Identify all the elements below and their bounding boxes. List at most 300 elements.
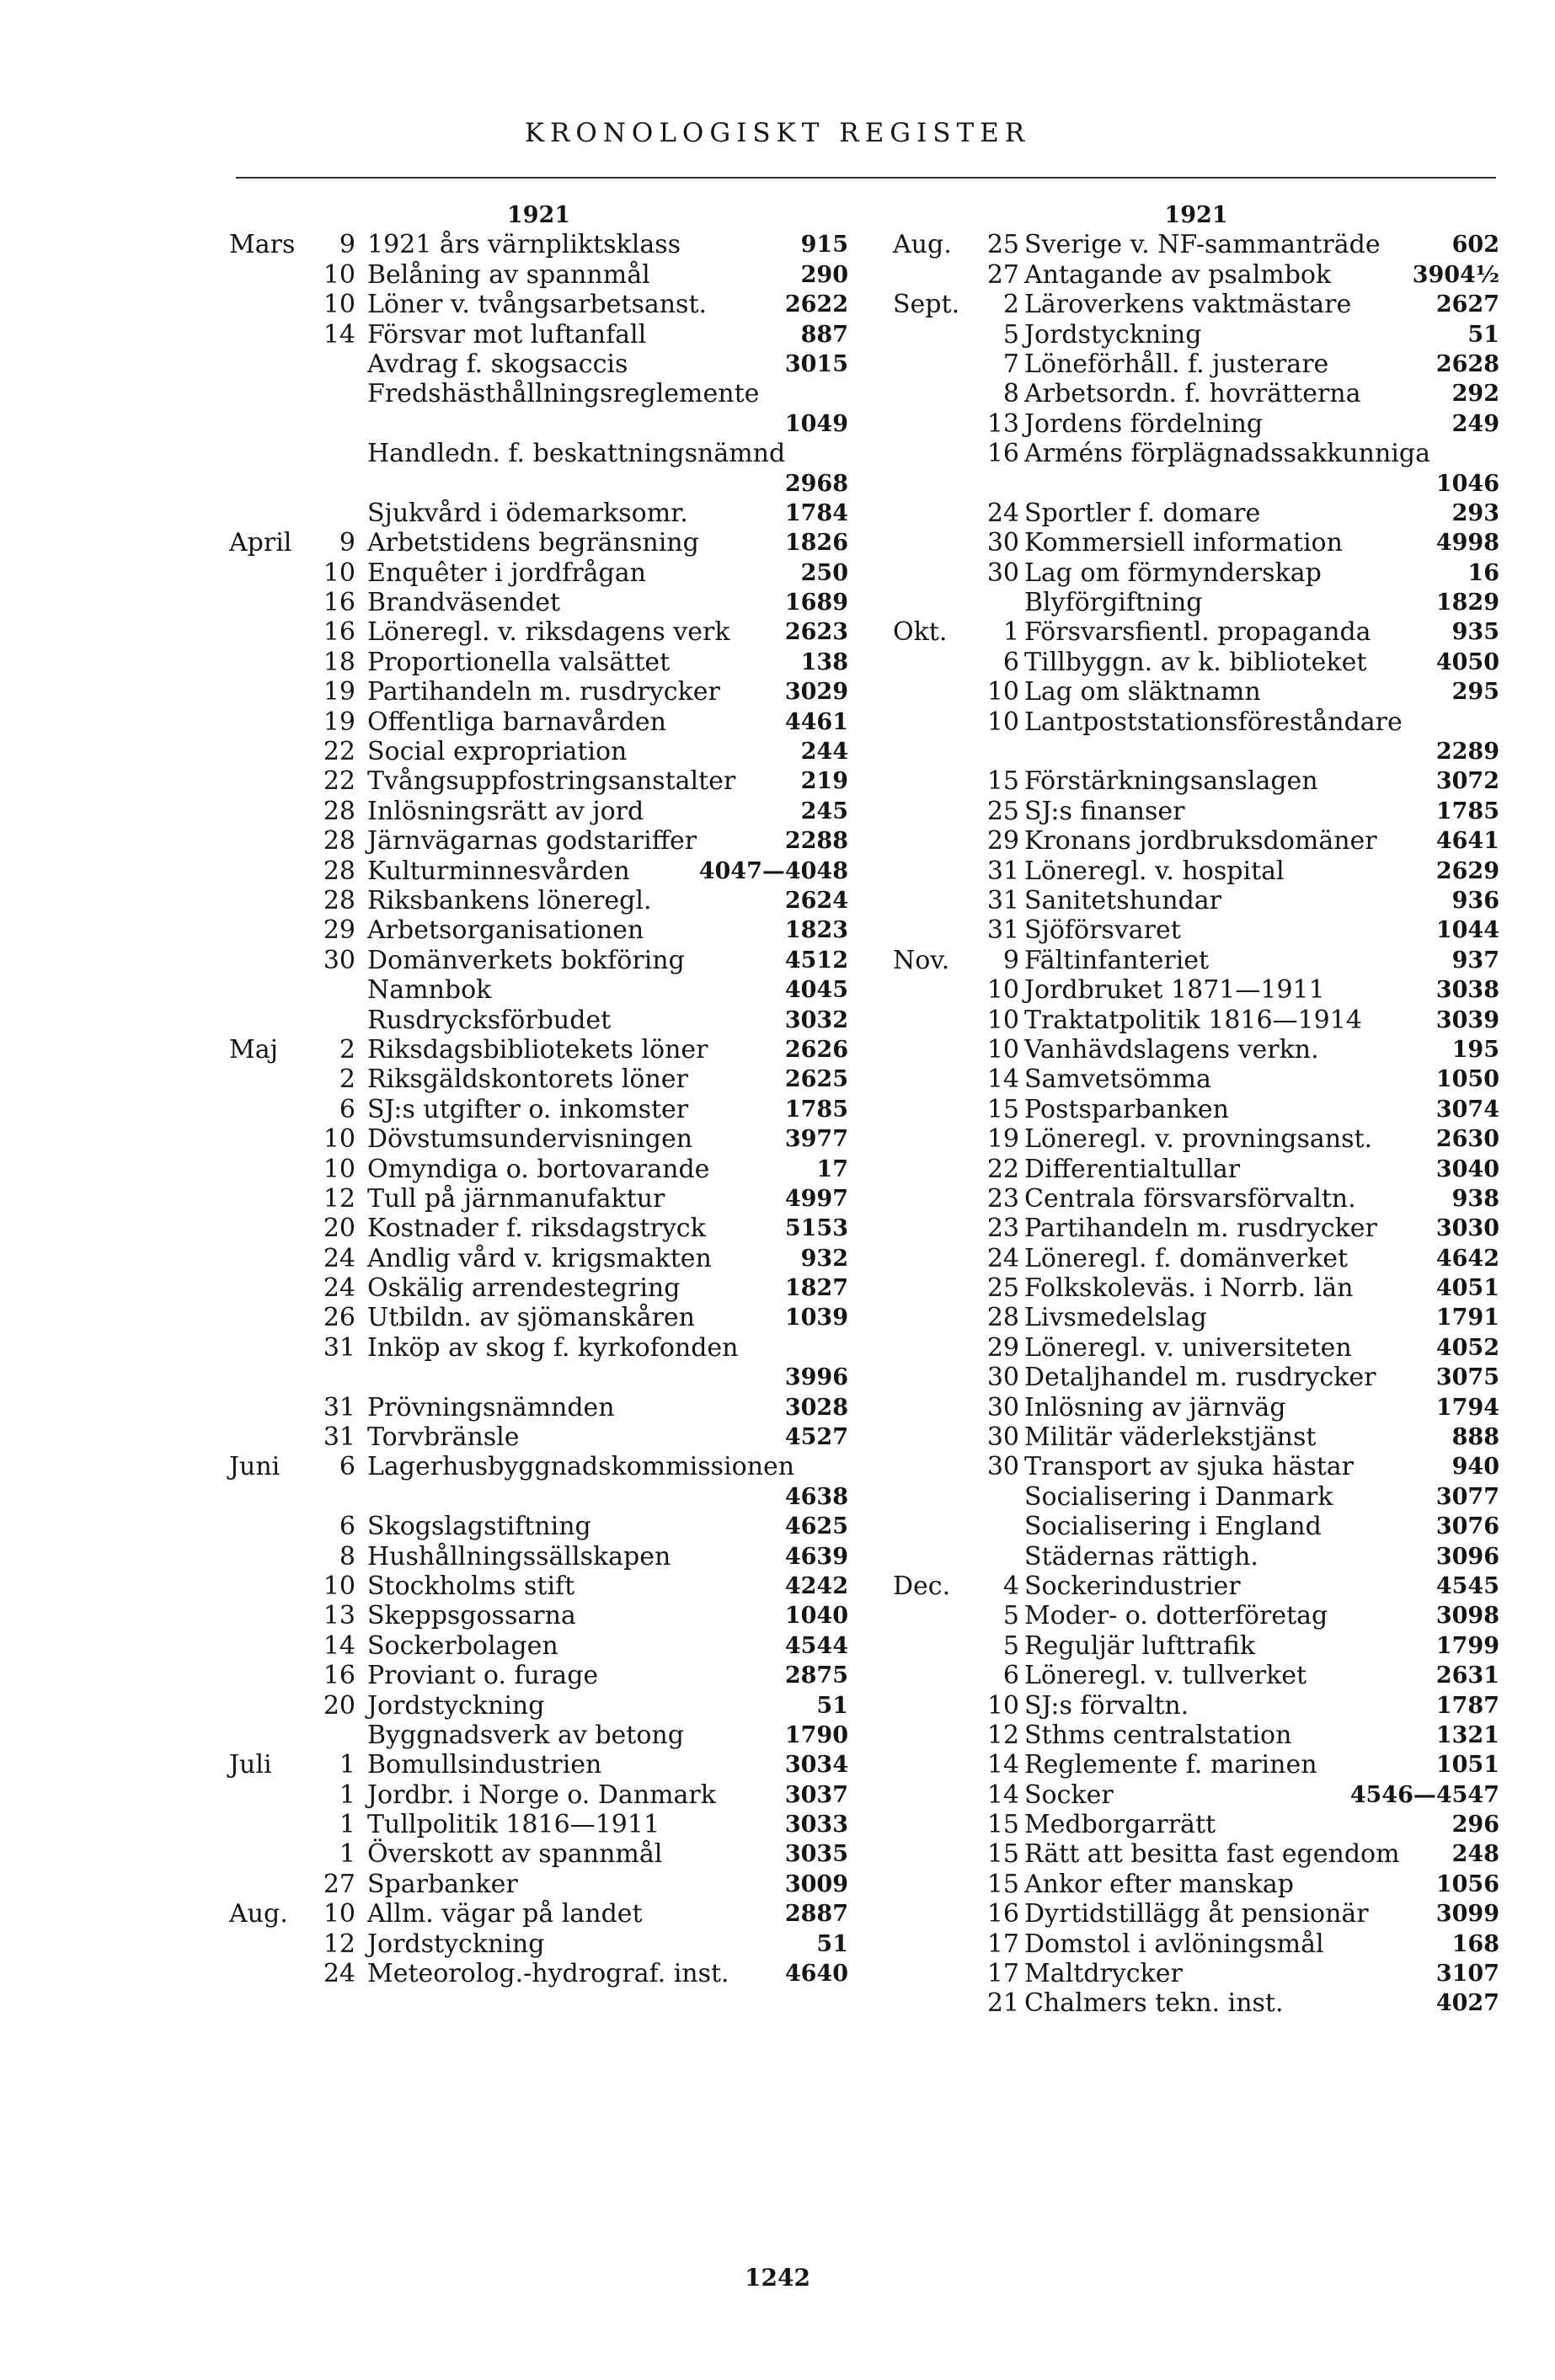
day-number: 1: [1002, 617, 1019, 648]
page-reference: 4642: [1435, 1245, 1499, 1272]
entry-title: Lantpoststationsföreståndare: [1024, 707, 1403, 737]
register-entry: [229, 1065, 848, 1094]
register-entry: [893, 260, 1499, 290]
day-number: 1: [339, 1839, 355, 1870]
register-entry: [229, 528, 848, 558]
page-reference: 4640: [784, 1961, 848, 1988]
page-reference: 1044: [1435, 917, 1499, 944]
day-number: 6: [339, 1512, 355, 1542]
page-reference: 3077: [1435, 1483, 1499, 1510]
day-number: 28: [986, 1303, 1019, 1333]
day-number: 24: [323, 1273, 355, 1304]
register-entry: [229, 826, 848, 856]
register-entry: [229, 1839, 848, 1869]
month-label: Sept.: [893, 290, 960, 320]
entry-title: Differentialtullar: [1024, 1154, 1241, 1184]
day-number: 10: [986, 1690, 1019, 1721]
entry-title: Antagande av psalmbok: [1024, 259, 1332, 290]
register-entry: [229, 797, 848, 826]
register-entry: [229, 1959, 848, 1988]
day-number: 23: [986, 1183, 1019, 1214]
page-reference: 2622: [784, 291, 848, 318]
page-reference: 3977: [784, 1126, 848, 1153]
page-reference: 932: [800, 1245, 848, 1272]
page-reference: 5153: [784, 1215, 848, 1242]
register-entry: [229, 1572, 848, 1601]
day-number: 1: [339, 1750, 355, 1780]
day-number: 16: [986, 1899, 1019, 1929]
register-entry: [893, 915, 1499, 945]
day-number: 31: [323, 1332, 355, 1363]
day-number: 16: [323, 588, 355, 618]
page-reference: 2625: [784, 1066, 848, 1093]
entry-title: Löner v. tvångsarbetsanst.: [367, 290, 708, 320]
register-entry: [893, 1721, 1499, 1750]
register-entry: [229, 886, 848, 915]
page-reference: 2626: [784, 1036, 848, 1063]
left-column: [229, 200, 848, 1988]
month-label: Mars: [229, 230, 296, 260]
register-entry: [229, 1870, 848, 1899]
entry-title: Städernas rättigh.: [1024, 1541, 1258, 1572]
register-entry: [229, 648, 848, 677]
page-reference: 2624: [784, 887, 848, 914]
entry-title: Proportionella valsättet: [367, 647, 671, 677]
month-label: Juni: [229, 1452, 281, 1482]
day-number: 6: [339, 1094, 355, 1124]
page-reference: 2968: [784, 470, 848, 497]
page-header: KRONOLOGISKT REGISTER: [524, 118, 1031, 148]
day-number: 5: [1002, 319, 1019, 350]
day-number: 5: [1002, 1630, 1019, 1661]
day-number: 13: [323, 1601, 355, 1631]
month-label: Aug.: [893, 230, 952, 260]
register-entry: [893, 946, 1499, 975]
day-number: 10: [323, 1899, 355, 1929]
page-reference: 4027: [1435, 1990, 1499, 2017]
day-number: 15: [986, 766, 1019, 797]
page-reference: 4527: [784, 1424, 848, 1451]
entry-title: Jordens fördelning: [1024, 408, 1264, 439]
day-number: 14: [986, 1750, 1019, 1780]
entry-title: Ankor efter manskap: [1024, 1869, 1294, 1899]
entry-title: Militär väderlekstjänst: [1024, 1422, 1317, 1453]
page-reference: 3096: [1435, 1543, 1499, 1570]
day-number: 1: [339, 1810, 355, 1840]
register-entry: [229, 1124, 848, 1154]
register-entry: [893, 648, 1499, 677]
day-number: 30: [986, 1363, 1019, 1393]
entry-title: Belåning av spannmål: [367, 259, 650, 290]
day-number: 13: [986, 408, 1019, 439]
day-number: 10: [323, 1154, 355, 1184]
page-reference: 51: [1467, 321, 1499, 348]
page-reference: 293: [1451, 499, 1499, 526]
page-reference: 3040: [1435, 1155, 1499, 1182]
entry-title: Löneförhåll. f. justerare: [1024, 349, 1329, 379]
register-entry: [229, 499, 848, 528]
register-entry: [229, 1273, 848, 1303]
page-reference: 4512: [784, 947, 848, 974]
page-reference: 1321: [1435, 1721, 1499, 1748]
entry-title: Järnvägarnas godstariffer: [367, 826, 697, 856]
page-reference: 938: [1451, 1185, 1499, 1212]
entry-title: Jordstyckning: [1024, 319, 1202, 350]
entry-title: Kostnader f. riksdagstryck: [367, 1214, 706, 1244]
entry-title: Detaljhandel m. rusdrycker: [1024, 1363, 1376, 1393]
entry-title: Löneregl. v. hospital: [1024, 856, 1285, 886]
day-number: 29: [986, 1332, 1019, 1363]
page-reference: 3034: [784, 1752, 848, 1779]
entry-title: Hushållningssällskapen: [367, 1541, 671, 1572]
page-reference: 3038: [1435, 977, 1499, 1004]
register-entry: [893, 1124, 1499, 1154]
entry-title: Jordstyckning: [367, 1929, 545, 1959]
entry-title: Överskott av spannmål: [367, 1839, 663, 1870]
page-reference: 245: [800, 798, 848, 824]
entry-title: Stockholms stift: [367, 1571, 575, 1601]
register-entry: [893, 1810, 1499, 1839]
register-entry: [893, 886, 1499, 915]
register-entry: [893, 558, 1499, 588]
page-reference: 3030: [1435, 1215, 1499, 1242]
register-entry: [893, 1929, 1499, 1959]
day-number: 20: [323, 1690, 355, 1721]
register-entry: [229, 1184, 848, 1214]
register-entry: [893, 1184, 1499, 1214]
day-number: 31: [986, 885, 1019, 915]
entry-title: Socker: [1024, 1780, 1114, 1810]
day-number: 21: [986, 1988, 1019, 2019]
day-number: 24: [323, 1959, 355, 1989]
day-number: 24: [986, 498, 1019, 528]
entry-title: Brandväsendet: [367, 588, 561, 618]
register-entry: [893, 707, 1499, 737]
register-entry: [229, 1422, 848, 1452]
register-entry: [229, 1155, 848, 1184]
page-reference: 2288: [784, 828, 848, 855]
page-reference: 3028: [784, 1394, 848, 1421]
page-reference: 3098: [1435, 1603, 1499, 1630]
entry-title: Allm. vägar på landet: [367, 1899, 643, 1929]
register-entry: [229, 230, 848, 259]
page-reference: 3029: [784, 679, 848, 706]
page-reference: 915: [800, 232, 848, 259]
register-entry: [893, 1214, 1499, 1243]
page-reference: 3996: [784, 1364, 848, 1391]
entry-title: Löneregl. v. riksdagens verk: [367, 617, 730, 648]
day-number: 6: [1002, 647, 1019, 677]
entry-title: Socialisering i Danmark: [1024, 1481, 1333, 1512]
day-number: 27: [323, 1869, 355, 1899]
day-number: 30: [986, 528, 1019, 558]
register-entry: [229, 766, 848, 796]
entry-title: Arbetsordn. f. hovrätterna: [1024, 379, 1361, 409]
register-entry: [229, 260, 848, 290]
page-reference: 3099: [1435, 1901, 1499, 1928]
register-entry: [893, 1095, 1499, 1124]
register-entry: [229, 946, 848, 975]
day-number: 10: [323, 259, 355, 290]
entry-title: Proviant o. furage: [367, 1661, 599, 1691]
entry-title: Bomullsindustrien: [367, 1750, 602, 1780]
page-reference: 3107: [1435, 1961, 1499, 1988]
page-reference: 935: [1451, 619, 1499, 646]
day-number: 8: [1002, 379, 1019, 409]
register-entry: [893, 1303, 1499, 1332]
register-entry: [229, 856, 848, 886]
month-label: Juli: [229, 1750, 272, 1780]
month-label: Okt.: [893, 617, 948, 648]
register-entry: [229, 1214, 848, 1243]
day-number: 31: [986, 856, 1019, 886]
entry-title: Arbetstidens begränsning: [367, 528, 699, 558]
page-reference: 295: [1451, 679, 1499, 706]
entry-title: Traktatpolitik 1816—1914: [1024, 1005, 1362, 1035]
entry-title: Domänverkets bokföring: [367, 945, 685, 975]
register-entry: [893, 766, 1499, 796]
day-number: 9: [339, 230, 355, 260]
day-number: 6: [1002, 1661, 1019, 1691]
day-number: 24: [323, 1243, 355, 1273]
entry-title: Chalmers tekn. inst.: [1024, 1988, 1284, 2019]
year-heading: 1921: [1164, 202, 1228, 228]
page-reference: 4997: [784, 1185, 848, 1212]
entry-title: Social expropriation: [367, 737, 628, 767]
day-number: 30: [986, 1392, 1019, 1422]
entry-title: Kulturminnesvården: [367, 856, 630, 886]
register-entry: [229, 1691, 848, 1721]
day-number: 22: [323, 737, 355, 767]
entry-title: Sthms centralstation: [1024, 1720, 1292, 1750]
entry-title: Sportler f. domare: [1024, 498, 1261, 528]
register-entry: [229, 1661, 848, 1690]
entry-title: Livsmedelslag: [1024, 1303, 1207, 1333]
page-reference: 937: [1451, 947, 1499, 974]
register-entry: [893, 975, 1499, 1005]
register-entry: [893, 826, 1499, 856]
entry-title: Socialisering i England: [1024, 1512, 1322, 1542]
entry-title: Sockerbolagen: [367, 1630, 558, 1661]
day-number: 22: [986, 1154, 1019, 1184]
entry-title: Centrala försvarsförvaltn.: [1024, 1183, 1356, 1214]
register-entry: [893, 797, 1499, 826]
register-entry: [229, 439, 848, 468]
register-entry: [229, 1006, 848, 1035]
entry-title: Enquêter i jordfrågan: [367, 558, 646, 588]
day-number: 18: [323, 647, 355, 677]
entry-title: SJ:s utgifter o. inkomster: [367, 1094, 689, 1124]
entry-title: Riksbankens löneregl.: [367, 885, 652, 915]
entry-title: Förstärkningsanslagen: [1024, 766, 1318, 797]
entry-title: Inlösningsrätt av jord: [367, 796, 644, 826]
entry-title: Skeppsgossarna: [367, 1601, 576, 1631]
entry-title: Oskälig arrendestegring: [367, 1273, 681, 1304]
page-reference: 4050: [1435, 648, 1499, 675]
month-label: April: [229, 528, 292, 558]
entry-title: Domstol i avlöningsmål: [1024, 1929, 1324, 1959]
page-reference: 3032: [784, 1006, 848, 1033]
month-label: Maj: [229, 1034, 278, 1065]
page-reference: 2875: [784, 1662, 848, 1689]
register-entry: [229, 975, 848, 1005]
register-entry: [893, 1780, 1499, 1810]
register-entry: [893, 1542, 1499, 1572]
page-reference: 940: [1451, 1454, 1499, 1481]
register-entry: [893, 1035, 1499, 1065]
entry-title: Partihandeln m. rusdrycker: [1024, 1214, 1377, 1244]
register-entry: [229, 379, 848, 408]
page-reference: 1829: [1435, 590, 1499, 616]
page-reference: 1823: [784, 917, 848, 944]
day-number: 29: [323, 915, 355, 946]
day-number: 10: [323, 558, 355, 588]
register-entry: [893, 1959, 1499, 1988]
register-entry: [893, 1065, 1499, 1094]
day-number: 10: [986, 1005, 1019, 1035]
day-number: 28: [323, 796, 355, 826]
page-reference: 1790: [784, 1721, 848, 1748]
entry-title: Sjöförsvaret: [1024, 915, 1181, 946]
register-entry: [229, 1721, 848, 1750]
page-reference: 4052: [1435, 1334, 1499, 1361]
register-entry: [893, 409, 1499, 439]
entry-title: Blyförgiftning: [1024, 588, 1203, 618]
page-reference: 138: [800, 648, 848, 675]
page-reference: 3009: [784, 1870, 848, 1897]
day-number: 28: [323, 826, 355, 856]
register-entry: [893, 1839, 1499, 1869]
register-entry: [229, 1035, 848, 1065]
register-entry: [229, 1899, 848, 1929]
day-number: 12: [323, 1183, 355, 1214]
day-number: 10: [986, 707, 1019, 737]
day-number: 15: [986, 1810, 1019, 1840]
register-entry: [893, 1452, 1499, 1481]
register-entry: [229, 1393, 848, 1422]
page-reference: 1056: [1435, 1870, 1499, 1897]
page-reference: 1785: [784, 1096, 848, 1123]
entry-title: Handledn. f. beskattningsnämnd: [367, 439, 786, 469]
entry-title: Försvar mot luftanfall: [367, 319, 647, 350]
entry-title: 1921 års värnpliktsklass: [367, 230, 681, 260]
entry-title: Löneregl. v. universiteten: [1024, 1332, 1352, 1363]
register-entry: [893, 1601, 1499, 1630]
register-entry: [893, 617, 1499, 647]
entry-title: Lag om släktnamn: [1024, 677, 1261, 707]
register-entry: [229, 1095, 848, 1124]
register-entry: [229, 290, 848, 319]
entry-title: Läroverkens vaktmästare: [1024, 290, 1352, 320]
entry-title: Dyrtidstillägg åt pensionär: [1024, 1899, 1369, 1929]
register-entry: [893, 290, 1499, 319]
page-reference: 4047—4048: [698, 857, 848, 884]
day-number: 25: [986, 796, 1019, 826]
register-entry: [893, 1273, 1499, 1303]
entry-title: Arbetsorganisationen: [367, 915, 644, 946]
register-entry: [229, 1929, 848, 1959]
day-number: 2: [1002, 290, 1019, 320]
page-reference: 3076: [1435, 1513, 1499, 1540]
page-reference: 3033: [784, 1812, 848, 1838]
page-reference: 248: [1451, 1841, 1499, 1868]
register-entry: [229, 469, 848, 499]
page-reference: 249: [1451, 410, 1499, 437]
register-entry: [893, 1661, 1499, 1690]
day-number: 28: [323, 885, 355, 915]
day-number: 2: [339, 1065, 355, 1095]
entry-title: Torvbränsle: [367, 1422, 520, 1453]
entry-title: SJ:s förvaltn.: [1024, 1690, 1189, 1721]
entry-title: Namnbok: [367, 975, 492, 1006]
entry-title: Tvångsuppfostringsanstalter: [367, 766, 736, 797]
day-number: 4: [1002, 1571, 1019, 1601]
page-reference: 195: [1451, 1036, 1499, 1063]
page-reference: 1799: [1435, 1632, 1499, 1659]
day-number: 6: [339, 1452, 355, 1482]
page-reference: 4045: [784, 977, 848, 1004]
day-number: 17: [986, 1929, 1019, 1959]
register-entry: [229, 1750, 848, 1780]
page-reference: 1785: [1435, 798, 1499, 824]
entry-title: Folkskoleväs. i Norrb. län: [1024, 1273, 1354, 1304]
register-entry: [893, 1333, 1499, 1363]
register-entry: [229, 1452, 848, 1481]
entry-title: Utbildn. av sjömanskåren: [367, 1303, 695, 1333]
register-entry: [893, 1006, 1499, 1035]
page-reference: 888: [1451, 1424, 1499, 1451]
register-entry: [893, 737, 1499, 766]
register-entry: [229, 1363, 848, 1392]
entry-title: Andlig vård v. krigsmakten: [367, 1243, 712, 1273]
page-reference: 51: [816, 1930, 848, 1957]
day-number: 7: [1002, 349, 1019, 379]
day-number: 22: [323, 766, 355, 797]
day-number: 9: [1002, 945, 1019, 975]
register-entry: [893, 588, 1499, 617]
day-number: 19: [986, 1124, 1019, 1155]
day-number: 31: [323, 1392, 355, 1422]
year-heading: 1921: [506, 202, 571, 228]
register-entry: [229, 1512, 848, 1541]
register-entry: [893, 1512, 1499, 1541]
page-reference: 2629: [1435, 857, 1499, 884]
page-reference: 3035: [784, 1841, 848, 1868]
day-number: 23: [986, 1214, 1019, 1244]
page-reference: 4625: [784, 1513, 848, 1540]
register-entry: [893, 1870, 1499, 1899]
register-entry: [893, 677, 1499, 707]
month-label: Nov.: [893, 945, 950, 975]
day-number: 5: [1002, 1601, 1019, 1631]
entry-title: Tillbyggn. av k. biblioteket: [1024, 647, 1367, 677]
day-number: 9: [339, 528, 355, 558]
entry-title: Lagerhusbyggnadskommissionen: [367, 1452, 795, 1482]
register-entry: [893, 1482, 1499, 1512]
day-number: 14: [986, 1780, 1019, 1810]
day-number: 30: [986, 1452, 1019, 1482]
day-number: 16: [323, 1661, 355, 1691]
entry-title: Moder- o. dotterföretag: [1024, 1601, 1328, 1631]
page-reference: 2630: [1435, 1126, 1499, 1153]
entry-title: Löneregl. f. domänverket: [1024, 1243, 1349, 1273]
entry-title: Sverige v. NF-sammanträde: [1024, 230, 1381, 260]
day-number: 25: [986, 1273, 1019, 1304]
page-reference: 1794: [1435, 1394, 1499, 1421]
register-entry: [893, 1572, 1499, 1601]
register-entry: [229, 1542, 848, 1572]
month-label: Dec.: [893, 1571, 951, 1601]
